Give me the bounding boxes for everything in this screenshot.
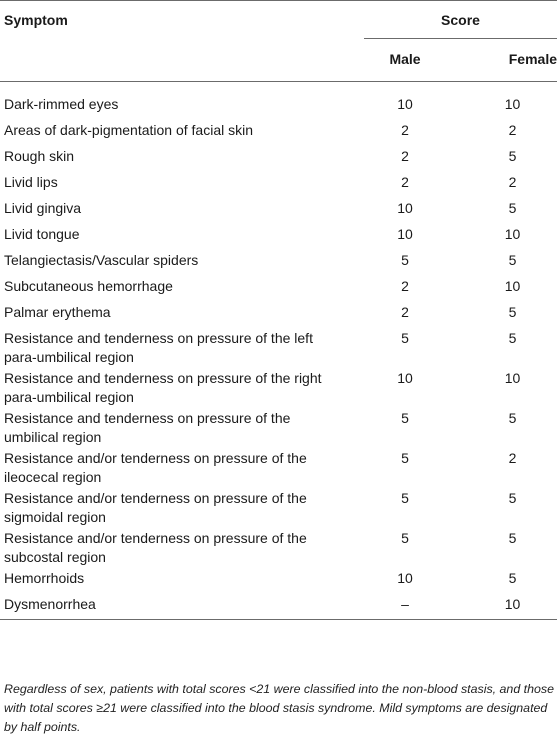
symptom-cell: Resistance and/or tenderness on pressure of the sigmoidal region bbox=[4, 490, 307, 525]
male-score-cell: 2 bbox=[401, 122, 409, 138]
male-score-cell: 5 bbox=[401, 330, 409, 346]
female-score-cell: 10 bbox=[504, 278, 521, 294]
table-footnote: Regardless of sex, patients with total scores <21 were classified into the non-blood stasis, and those with total scores ≥21 were classified into the blood stasis syndrome. Mild symptoms are designated by half points. bbox=[4, 682, 554, 734]
table-body bbox=[0, 82, 557, 616]
symptom-cell: Areas of dark-pigmentation of facial skin bbox=[4, 122, 254, 138]
header-row-primary bbox=[0, 1, 557, 38]
female-score-cell: 5 bbox=[508, 410, 517, 426]
symptom-cell: Palmar erythema bbox=[4, 304, 111, 320]
symptom-cell: Subcutaneous hemorrhage bbox=[4, 278, 173, 294]
symptom-cell: Livid tongue bbox=[4, 226, 80, 242]
symptom-cell: Hemorrhoids bbox=[4, 570, 85, 586]
table-row bbox=[0, 90, 557, 116]
female-column-header: Female bbox=[508, 51, 557, 67]
table-row bbox=[0, 444, 557, 484]
table-row bbox=[0, 220, 557, 246]
female-score-cell: 10 bbox=[504, 370, 521, 386]
table-row bbox=[0, 364, 557, 404]
female-score-cell: 2 bbox=[508, 122, 517, 138]
table-row bbox=[0, 246, 557, 272]
table-row bbox=[0, 142, 557, 168]
symptom-cell: Livid lips bbox=[4, 174, 58, 190]
bottom-rule bbox=[0, 619, 557, 620]
table-row bbox=[0, 324, 557, 364]
male-score-cell: 10 bbox=[397, 570, 413, 586]
score-column-header: Score bbox=[441, 12, 480, 28]
male-score-cell: 5 bbox=[401, 450, 409, 466]
header-row-secondary bbox=[0, 38, 557, 81]
symptom-cell: Telangiectasis/Vascular spiders bbox=[4, 252, 199, 268]
table-row bbox=[0, 298, 557, 324]
male-score-cell: 2 bbox=[401, 174, 409, 190]
female-score-cell: 5 bbox=[508, 330, 517, 346]
male-score-cell: 2 bbox=[401, 148, 409, 164]
female-score-cell: 5 bbox=[508, 148, 517, 164]
female-score-cell: 5 bbox=[508, 252, 517, 268]
male-score-cell: – bbox=[401, 596, 409, 612]
table-row bbox=[0, 564, 557, 590]
female-score-cell: 10 bbox=[504, 596, 521, 612]
male-score-cell: 2 bbox=[401, 304, 409, 320]
table-row bbox=[0, 194, 557, 220]
male-score-cell: 10 bbox=[397, 226, 413, 242]
female-score-cell: 2 bbox=[508, 174, 517, 190]
table-row bbox=[0, 484, 557, 524]
female-score-cell: 5 bbox=[508, 530, 517, 546]
table-row bbox=[0, 524, 557, 564]
male-score-cell: 5 bbox=[401, 252, 409, 268]
symptom-column-header: Symptom bbox=[4, 12, 68, 28]
female-score-cell: 5 bbox=[508, 490, 517, 506]
table-row bbox=[0, 168, 557, 194]
table-row bbox=[0, 272, 557, 298]
male-score-cell: 5 bbox=[401, 410, 409, 426]
symptom-cell: Resistance and/or tenderness on pressure of the subcostal region bbox=[4, 530, 307, 565]
female-score-cell: 5 bbox=[508, 570, 517, 586]
table-row bbox=[0, 590, 557, 616]
female-score-cell: 5 bbox=[508, 200, 517, 216]
female-score-cell: 2 bbox=[508, 450, 517, 466]
symptom-cell: Resistance and tenderness on pressure of the left para-umbilical region bbox=[4, 330, 313, 365]
male-score-cell: 10 bbox=[397, 370, 413, 386]
table-row bbox=[0, 116, 557, 142]
male-column-header: Male bbox=[389, 51, 421, 67]
male-score-cell: 10 bbox=[397, 96, 413, 112]
symptom-cell: Rough skin bbox=[4, 148, 75, 164]
symptom-cell: Resistance and tenderness on pressure of the umbilical region bbox=[4, 410, 291, 445]
male-score-cell: 5 bbox=[401, 530, 409, 546]
female-score-cell: 10 bbox=[504, 226, 521, 242]
male-score-cell: 10 bbox=[397, 200, 413, 216]
symptom-cell: Dark-rimmed eyes bbox=[4, 96, 119, 112]
symptom-cell: Resistance and/or tenderness on pressure of the ileocecal region bbox=[4, 450, 307, 485]
female-score-cell: 5 bbox=[508, 304, 517, 320]
symptom-cell: Dysmenorrhea bbox=[4, 596, 96, 612]
symptom-cell: Resistance and tenderness on pressure of the right para-umbilical region bbox=[4, 370, 322, 405]
female-score-cell: 10 bbox=[504, 96, 521, 112]
male-score-cell: 2 bbox=[401, 278, 409, 294]
symptom-cell: Livid gingiva bbox=[4, 200, 82, 216]
table-row bbox=[0, 404, 557, 444]
male-score-cell: 5 bbox=[401, 490, 409, 506]
